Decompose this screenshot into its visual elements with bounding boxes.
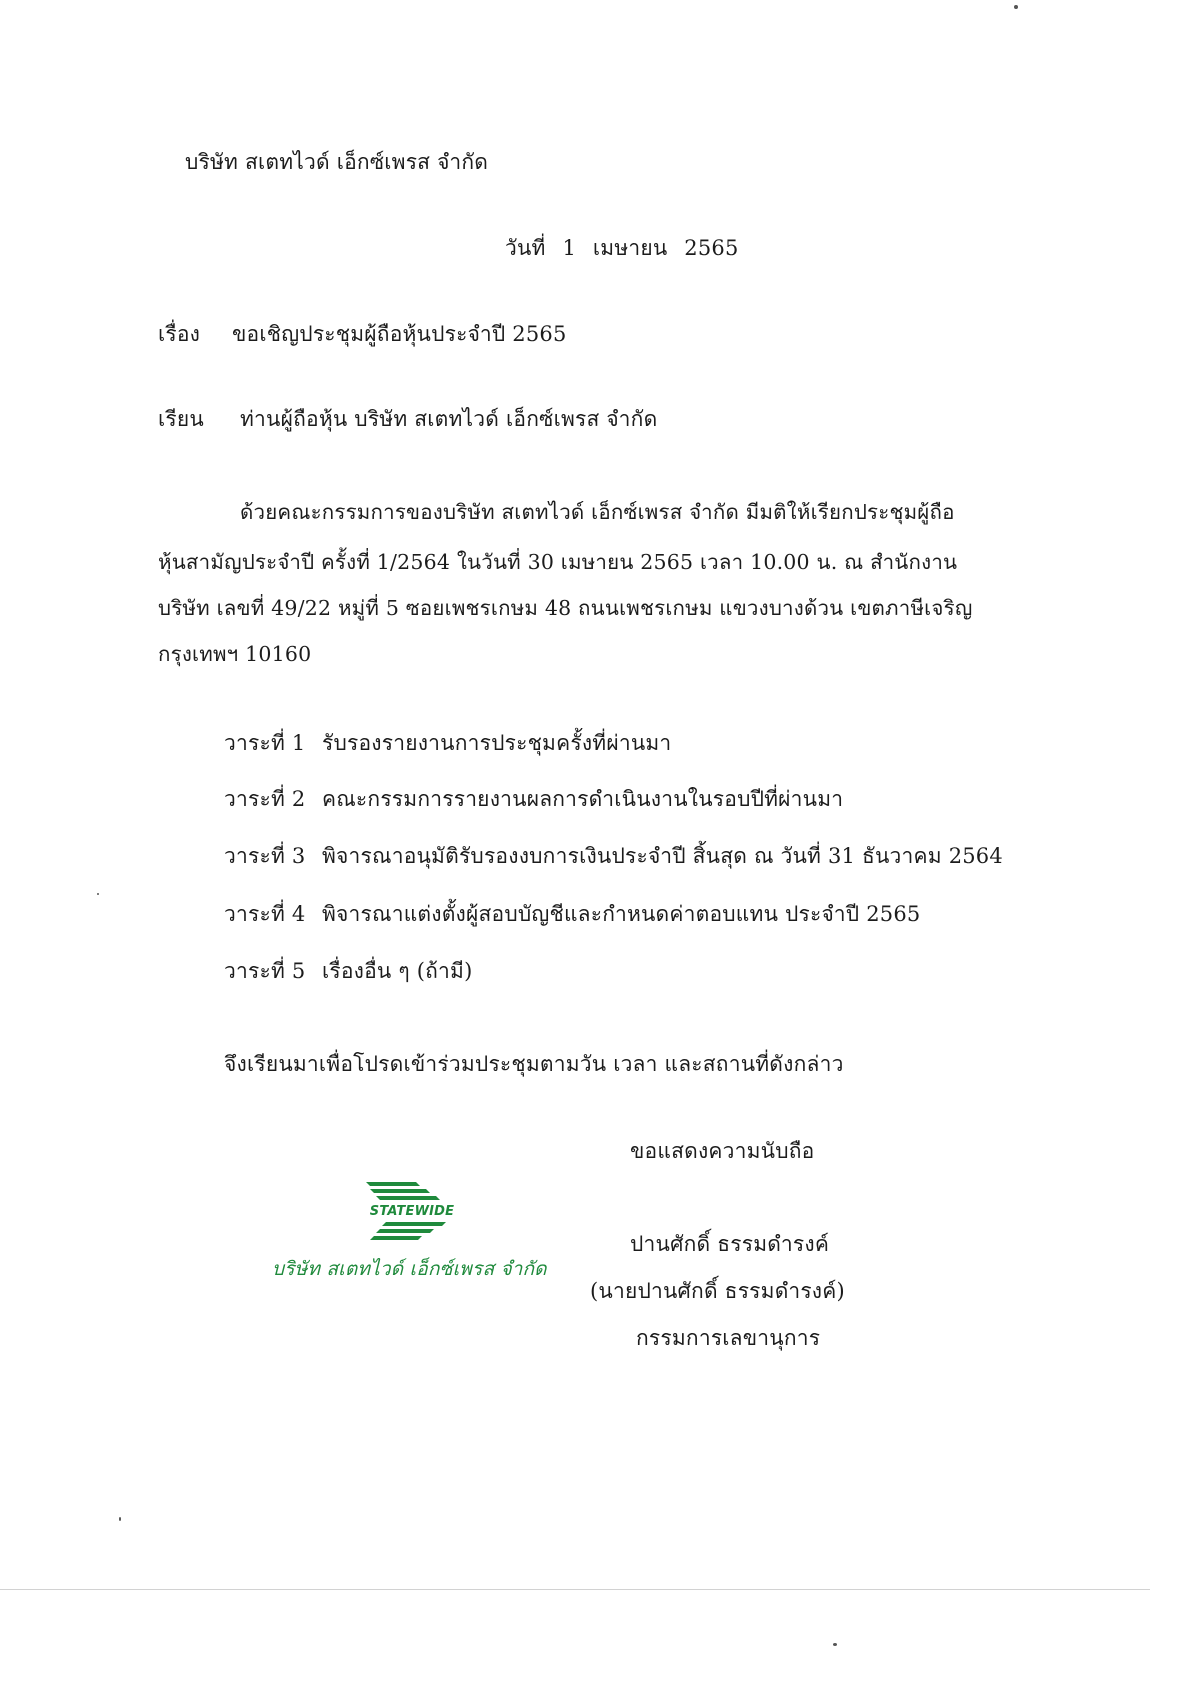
stamp-logo-text: STATEWIDE: [369, 1204, 455, 1219]
agenda-item-text: คณะกรรมการรายงานผลการดำเนินงานในรอบปีที่ผ่านมา: [322, 787, 844, 811]
agenda-item-text: เรื่องอื่น ๆ (ถ้ามี): [322, 959, 473, 983]
scan-speck: [119, 1517, 121, 1521]
agenda-item-text: พิจารณาแต่งตั้งผู้สอบบัญชีและกำหนดค่าตอบแทน ประจำปี 2565: [322, 902, 921, 926]
signer-full-name: (นายปานศักดิ์ ธรรมดำรงค์): [590, 1279, 845, 1303]
subject-text: ขอเชิญประชุมผู้ถือหุ้นประจำปี 2565: [232, 322, 567, 346]
scan-speck: [833, 1643, 837, 1646]
subject-label: เรื่อง: [158, 322, 201, 346]
agenda-number: วาระที่ 5: [224, 959, 306, 983]
signer-title: กรรมการเลขานุการ: [636, 1326, 821, 1350]
agenda-number: วาระที่ 1: [224, 731, 306, 755]
agenda-number: วาระที่ 2: [224, 787, 306, 811]
body-line: บริษัท เลขที่ 49/22 หมู่ที่ 5 ซอยเพชรเกษม 48 ถนนเพชรเกษม แขวงบางด้วน เขตภาษีเจริญ: [158, 596, 973, 620]
closing-sentence: จึงเรียนมาเพื่อโปรดเข้าร่วมประชุมตามวัน เวลา และสถานที่ดังกล่าว: [224, 1052, 844, 1076]
scan-speck: [97, 893, 99, 895]
agenda-number: วาระที่ 3: [224, 844, 306, 868]
agenda-item-text: พิจารณาอนุมัติรับรองงบการเงินประจำปี สิ้นสุด ณ วันที่ 31 ธันวาคม 2564: [322, 844, 1003, 868]
company-header: บริษัท สเตทไวด์ เอ็กซ์เพรส จำกัด: [185, 150, 489, 174]
letter-date: วันที่ 1 เมษายน 2565: [505, 236, 739, 260]
complimentary-close: ขอแสดงความนับถือ: [630, 1139, 815, 1163]
body-line: ด้วยคณะกรรมการของบริษัท สเตทไวด์ เอ็กซ์เพรส จำกัด มีมติให้เรียกประชุมผู้ถือ: [240, 500, 955, 524]
company-stamp: [268, 1180, 548, 1290]
agenda-number: วาระที่ 4: [224, 902, 306, 926]
recipient-text: ท่านผู้ถือหุ้น บริษัท สเตทไวด์ เอ็กซ์เพรส จำกัด: [240, 407, 658, 431]
scan-speck: [1014, 5, 1018, 9]
stamp-company-name: บริษัท สเตทไวด์ เอ็กซ์เพรส จำกัด: [272, 1258, 547, 1280]
scan-edge-line: [0, 1589, 1150, 1590]
body-line: หุ้นสามัญประจำปี ครั้งที่ 1/2564 ในวันที่ 30 เมษายน 2565 เวลา 10.00 น. ณ สำนักงาน: [158, 550, 958, 574]
agenda-item-text: รับรองรายงานการประชุมครั้งที่ผ่านมา: [322, 731, 672, 755]
body-line: กรุงเทพฯ 10160: [158, 642, 312, 666]
signer-name: ปานศักดิ์ ธรรมดำรงค์: [630, 1232, 830, 1256]
recipient-label: เรียน: [158, 407, 204, 431]
statewide-logo-icon: [360, 1180, 460, 1246]
